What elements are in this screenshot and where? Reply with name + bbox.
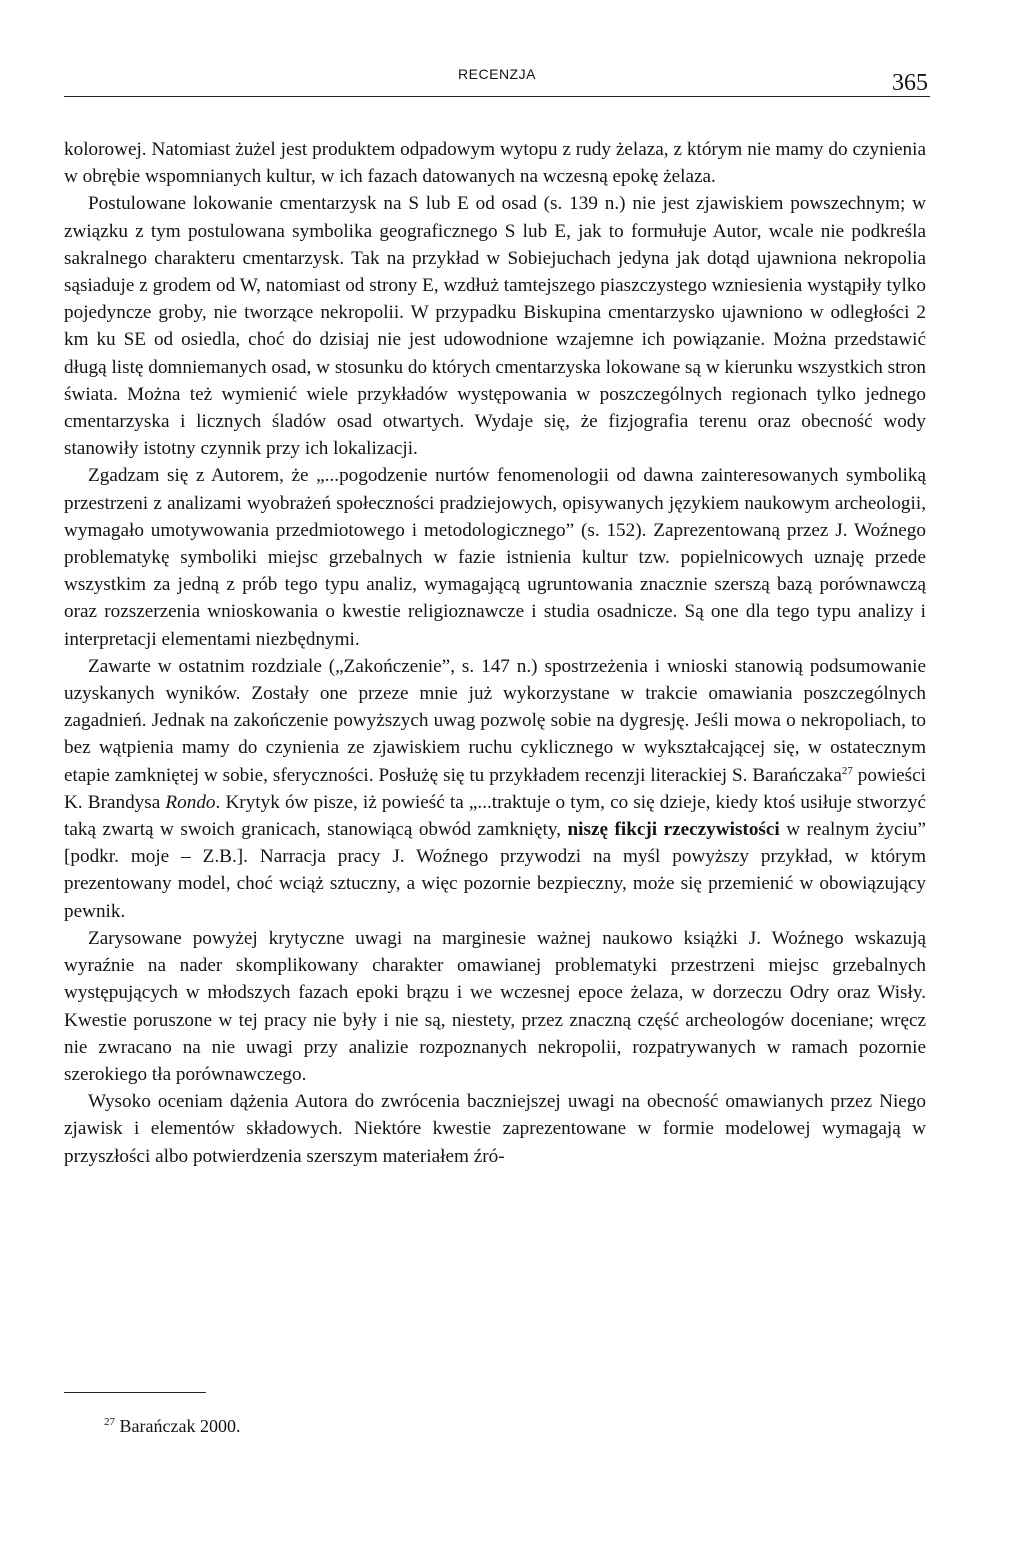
- bold-emphasis: niszę fikcji rzeczywistości: [567, 819, 780, 841]
- footnote-number: 27: [104, 1416, 115, 1428]
- text-run: Zawarte w ostatnim rozdziale („Zakończenie”, s. 147 n.) spostrzeżenia i wnioski stanowią podsumowanie uzyskanych wyników. Zostały one przeze mnie już wykorzystane w trakcie omawiania poszczególnych zagadnień. Jednak na zakończenie powyższych uwag pozwolę sobie na dygresję. Jeśli mowa o nekropoliach, to bez wątpienia mamy do czynienia ze zjawiskiem ruchu cyklicznego w wykształcającej się, w ostatecznym etapie zamkniętej w sobie, sferyczności. Posłużę się tu przykładem recenzji literackiej S. Barańczaka: [64, 655, 926, 786]
- footnote: [104, 1414, 240, 1438]
- footnote-divider: [64, 1392, 206, 1393]
- text-run: w realnym życiu” [podkr. moje – Z.B.]. Narracja pracy J. Woźnego przywodzi na myśl powyższy przykład, w którym prezentowany model, choć wciąż sztuczny, a więc pozornie bezpieczny, może się przemienić w obowiązujący pewnik.: [64, 819, 926, 922]
- paragraph: [64, 136, 926, 190]
- text-run: Zgadzam się z Autorem, że „...pogodzenie nurtów fenomenologii od dawna zainteresowanych symboliką przestrzeni z analizami wyobrażeń społeczności pradziejowych, opisywanych językiem naukowym archeologii, wymagało umotywowania przedmiotowego i metodologicznego” (s. 152). Zaprezentowaną przez J. Woźnego problematykę symboliki miejsc grzebalnych w fazie istnienia kultur tzw. popielnicowych uznaję przede wszystkim za jedną z prób tego typu analiz, wymagającą ugruntowania znacznie szerszą bazą porównawczą oraz rozszerzenia wnioskowania o kwestie religioznawcze i studia osadnicze. Są one dla tego typu analizy i interpretacji elementami niezbędnymi.: [64, 465, 926, 650]
- paragraph: [64, 462, 926, 652]
- body-text: [64, 136, 926, 1170]
- text-run: Zarysowane powyżej krytyczne uwagi na marginesie ważnej naukowo książki J. Woźnego wskazują wyraźnie na nader skomplikowany charakter omawianej problematyki przestrzeni miejsc grzebalnych występujących w młodszych fazach epoki brązu i we wczesnej epoce żelaza, w dorzeczu Odry oraz Wisły. Kwestie poruszone w tej pracy nie były i nie są, niestety, przez znaczną część archeologów doceniane; wręcz nie zwracano na nie uwagi przy analizie rozpoznanych nekropolii, rozpatrywanych w ramach pozornie szerokiego tła porównawczego.: [64, 927, 926, 1085]
- text-run: . Krytyk ów pisze, iż powieść ta „...traktuje o tym, co się dzieje, kiedy ktoś usiłuje stworzyć taką zwartą w swoich granicach, stanowiącą obwód zamknięty,: [64, 791, 926, 841]
- page-number: 365: [892, 70, 928, 96]
- text-run: Wysoko oceniam dążenia Autora do zwrócenia baczniejszej uwagi na obecność omawianych przez Niego zjawisk i elementów składowych. Niektóre kwestie zaprezentowane w formie modelowej wymagają w przyszłości albo potwierdzenia szerszym materiałem źró-: [64, 1091, 926, 1167]
- paragraph: [64, 925, 926, 1088]
- text-run: powieści K. Brandysa: [64, 764, 926, 813]
- footnote-reference: 27: [841, 764, 853, 777]
- italic-title: Rondo: [165, 791, 216, 813]
- running-head: RECENZJA: [458, 66, 536, 82]
- text-run: Postulowane lokowanie cmentarzysk na S lub E od osad (s. 139 n.) nie jest zjawiskiem powszechnym; w związku z tym postulowana symbolika geograficznego S lub E, jak to formułuje Autor, wcale nie podkreśla sakralnego charakteru cmentarzysk. Tak na przykład w Sobiejuchach jedyna jak dotąd ujawniona nekropolia sąsiaduje z grodem od W, natomiast od strony E, wzdłuż tamtejszego piaszczystego wzniesienia wystąpiły tylko pojedyncze groby, nie tworzące nekropolii. W przypadku Biskupina cmentarzysko ujawniono w odległości 2 km ku SE od osiedla, choć do dzisiaj nie jest udowodnione wzajemne ich powiązanie. Można przedstawić długą listę domniemanych osad, w stosunku do których cmentarzyska lokowane są w kierunku wszystkich stron świata. Można też wymienić wiele przykładów występowania w poszczególnych regionach tylko jednego cmentarzyska i licznych śladów osad otwartych. Wydaje się, że fizjografia terenu oraz obecność wody stanowiły istotny czynnik przy ich lokalizacji.: [64, 193, 926, 460]
- paragraph: [64, 190, 926, 462]
- footnote-text: Barańczak 2000.: [115, 1416, 241, 1436]
- page-header: [64, 62, 930, 97]
- text-run: kolorowej. Natomiast żużel jest produktem odpadowym wytopu z rudy żelaza, z którym nie mamy do czynienia w obrębie wspomnianych kultur, w ich fazach datowanych na wczesną epokę żelaza.: [64, 139, 926, 188]
- paragraph: [64, 1088, 926, 1170]
- paragraph: [64, 653, 926, 925]
